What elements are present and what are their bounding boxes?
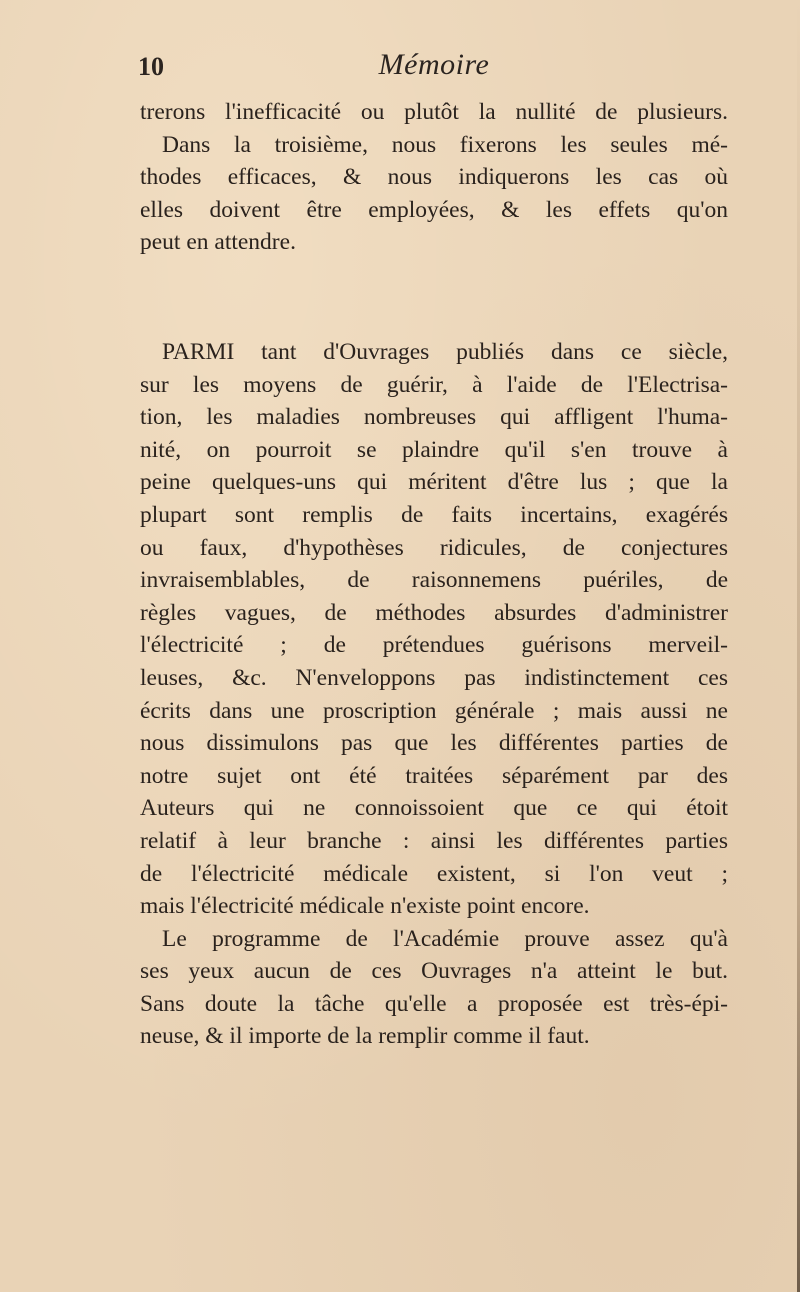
text-line: PARMI tant d'Ouvrages publiés dans ce siècle,	[162, 339, 728, 365]
text-line: écrits dans une proscription générale ; mais aussi ne	[140, 697, 728, 724]
text-line: Auteurs qui ne connoissoient que ce qui étoit	[140, 795, 728, 822]
text-line: l'électricité ; de prétendues guérisons merveil-	[140, 632, 728, 659]
text-line: neuse, & il importe de la remplir comme il faut.	[140, 1023, 590, 1050]
text-line: ou faux, d'hypothèses ridicules, de conjectures	[140, 534, 728, 561]
text-line: règles vagues, de méthodes absurdes d'administrer	[140, 599, 728, 626]
text-line: relatif à leur branche : ainsi les différentes parties	[140, 827, 728, 854]
text-line: nité, on pourroit se plaindre qu'il s'en trouve à	[140, 436, 728, 463]
text-line: Le programme de l'Académie prouve assez qu'à	[162, 925, 728, 952]
text-line: nous dissimulons pas que les différentes parties de	[140, 730, 728, 757]
text-line: ses yeux aucun de ces Ouvrages n'a atteint le but.	[140, 958, 728, 985]
text-line: tion, les maladies nombreuses qui affligent l'huma-	[140, 404, 728, 431]
running-title: Mémoire	[378, 48, 490, 81]
paragraph-parmi	[140, 336, 728, 1053]
text-line: elles doivent être employées, & les effets qu'on	[140, 196, 728, 223]
text-line: mais l'électricité médicale n'existe point encore.	[140, 893, 590, 920]
text-line: Sans doute la tâche qu'elle a proposée est très-épi-	[140, 990, 728, 1017]
text-line: trerons l'inefficacité ou plutôt la nullité de plusieurs.	[140, 99, 728, 125]
text-line: invraisemblables, de raisonnemens puériles, de	[140, 567, 728, 594]
text-line: sur les moyens de guérir, à l'aide de l'Electrisa-	[140, 371, 728, 398]
text-line: Dans la troisième, nous fixerons les seules mé-	[162, 131, 728, 158]
text-line: notre sujet ont été traitées séparément par des	[140, 762, 728, 789]
text-line: leuses, &c. N'enveloppons pas indistinctement ces	[140, 664, 728, 691]
text-line: thodes efficaces, & nous indiquerons les cas où	[140, 164, 728, 191]
text-line: plupart sont remplis de faits incertains, exagérés	[140, 501, 728, 528]
text-line: peut en attendre.	[140, 229, 296, 256]
running-head	[138, 48, 730, 88]
text-line: de l'électricité médicale existent, si l'on veut ;	[140, 860, 728, 887]
page-number: 10	[138, 52, 164, 81]
paragraph-continuation	[140, 96, 728, 259]
text-line: peine quelques-uns qui méritent d'être lus ; que la	[140, 469, 728, 496]
